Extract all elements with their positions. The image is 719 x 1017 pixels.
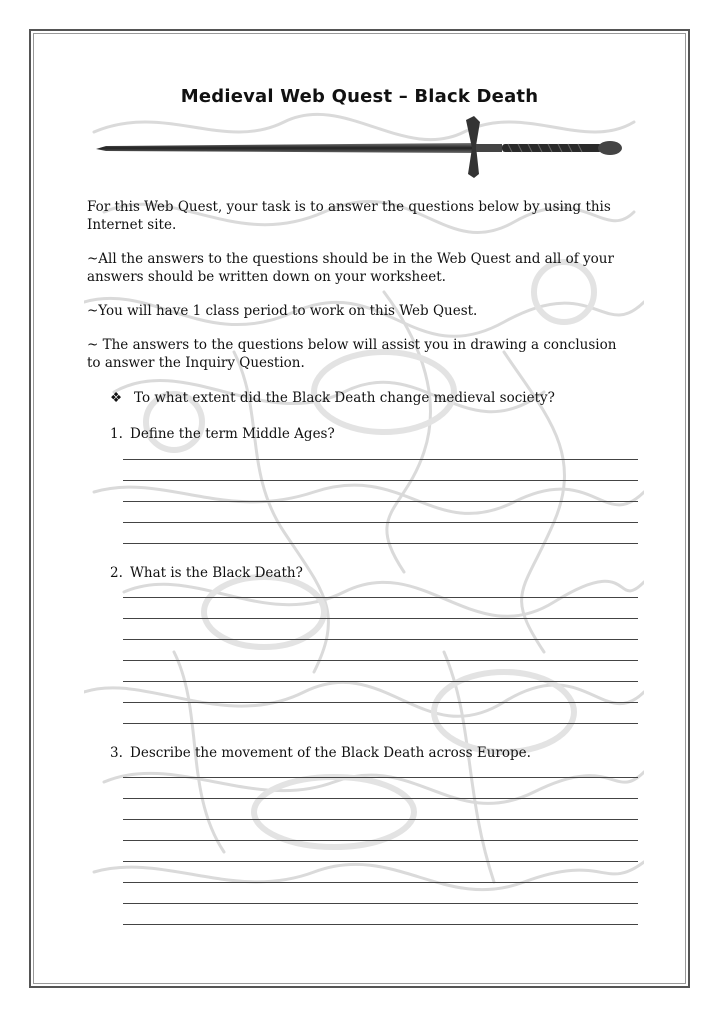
intro-paragraph-1: For this Web Quest, your task is to answer the questions below by using this Internet site. xyxy=(87,199,611,233)
question-number: 3. xyxy=(110,745,123,761)
question-3 xyxy=(110,744,531,762)
question-number: 2. xyxy=(110,565,123,581)
answer-line xyxy=(123,660,638,661)
inquiry-question xyxy=(110,389,555,407)
answer-line xyxy=(123,903,638,904)
diamond-bullet-icon: ❖ xyxy=(110,390,123,406)
answer-line xyxy=(123,639,638,640)
answer-line xyxy=(123,618,638,619)
answer-line xyxy=(123,702,638,703)
answer-line xyxy=(123,924,638,925)
answer-line xyxy=(123,861,638,862)
question-1 xyxy=(110,425,335,443)
question-number: 1. xyxy=(110,426,123,442)
intro-paragraph-4: ~ The answers to the questions below will assist you in drawing a conclusion to answer the Inquiry Question. xyxy=(87,337,617,371)
answer-line xyxy=(123,480,638,481)
answer-line xyxy=(123,501,638,502)
answer-line xyxy=(123,459,638,460)
inquiry-question-text: To what extent did the Black Death change medieval society? xyxy=(134,390,555,406)
answer-line xyxy=(123,597,638,598)
answer-line xyxy=(123,840,638,841)
question-text: Define the term Middle Ages? xyxy=(130,426,335,442)
intro-paragraph-3: ~You will have 1 class period to work on this Web Quest. xyxy=(87,303,478,319)
sword-icon xyxy=(96,116,626,180)
page-title: Medieval Web Quest – Black Death xyxy=(180,86,539,107)
question-text: Describe the movement of the Black Death across Europe. xyxy=(130,745,531,761)
answer-line xyxy=(123,798,638,799)
answer-line xyxy=(123,681,638,682)
answer-line xyxy=(123,819,638,820)
answer-line xyxy=(123,723,638,724)
question-2 xyxy=(110,564,303,582)
answer-line xyxy=(123,882,638,883)
question-text: What is the Black Death? xyxy=(130,565,303,581)
answer-line xyxy=(123,543,638,544)
answer-line xyxy=(123,522,638,523)
intro-paragraph-2: ~All the answers to the questions should be in the Web Quest and all of your answers should be written down on your worksheet. xyxy=(87,251,614,285)
answer-line xyxy=(123,777,638,778)
